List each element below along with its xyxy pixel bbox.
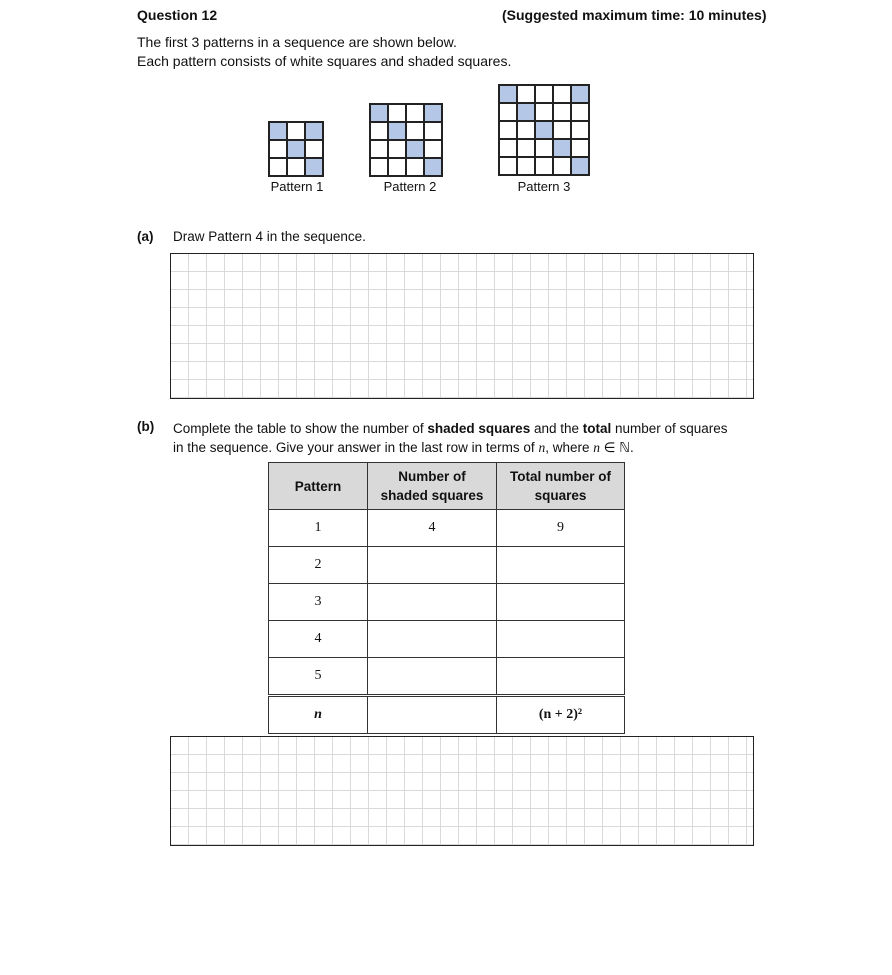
shaded-cell: 4	[368, 510, 497, 547]
white-square	[499, 139, 517, 157]
header-pattern: Pattern	[269, 463, 368, 510]
white-square	[424, 140, 442, 158]
shaded-square	[499, 85, 517, 103]
shaded-square	[571, 85, 589, 103]
part-a-answer-grid[interactable]	[170, 253, 754, 399]
pattern-1-label: Pattern 1	[270, 179, 324, 194]
white-square	[517, 157, 535, 175]
white-square	[535, 157, 553, 175]
white-square	[269, 140, 287, 158]
total-cell: 9	[497, 510, 625, 547]
white-square	[287, 158, 305, 176]
pattern-cell: 3	[269, 584, 368, 621]
shaded-square	[305, 122, 323, 140]
pattern-2-figure	[369, 103, 443, 177]
shaded-square	[424, 158, 442, 176]
white-square	[553, 85, 571, 103]
pattern-cell: 4	[269, 621, 368, 658]
white-square	[571, 139, 589, 157]
total-cell[interactable]	[497, 621, 625, 658]
white-square	[553, 157, 571, 175]
total-cell[interactable]	[497, 547, 625, 584]
white-square	[553, 121, 571, 139]
shaded-square	[406, 140, 424, 158]
table-header-row	[269, 463, 625, 510]
pattern-3-label: Pattern 3	[517, 179, 571, 194]
shaded-square	[269, 122, 287, 140]
table-row	[269, 621, 625, 658]
white-square	[571, 103, 589, 121]
white-square	[406, 104, 424, 122]
sequence-table	[268, 462, 625, 734]
pattern-cell: 2	[269, 547, 368, 584]
shaded-square	[388, 122, 406, 140]
white-square	[269, 158, 287, 176]
white-square	[499, 103, 517, 121]
white-square	[388, 158, 406, 176]
pattern-cell: 1	[269, 510, 368, 547]
white-square	[305, 140, 323, 158]
pattern-cell: 5	[269, 658, 368, 696]
header-total: Total number of squares	[497, 463, 625, 510]
shaded-cell-n[interactable]	[368, 696, 497, 734]
suggested-time: (Suggested maximum time: 10 minutes)	[502, 7, 767, 23]
intro-line-2: Each pattern consists of white squares and shaded squares.	[137, 53, 512, 69]
total-cell-n: (n + 2)²	[497, 696, 625, 734]
white-square	[535, 139, 553, 157]
table-row-general	[269, 696, 625, 734]
table-row	[269, 658, 625, 696]
white-square	[388, 104, 406, 122]
part-a-text: Draw Pattern 4 in the sequence.	[173, 229, 366, 244]
table-row	[269, 510, 625, 547]
part-b-answer-grid[interactable]	[170, 736, 754, 846]
white-square	[499, 121, 517, 139]
white-square	[370, 122, 388, 140]
white-square	[287, 122, 305, 140]
shaded-square	[287, 140, 305, 158]
shaded-square	[571, 157, 589, 175]
white-square	[517, 85, 535, 103]
white-square	[388, 140, 406, 158]
table-row	[269, 584, 625, 621]
white-square	[517, 121, 535, 139]
intro-text	[137, 33, 511, 71]
pattern-1-figure	[268, 121, 324, 177]
shaded-square	[517, 103, 535, 121]
white-square	[517, 139, 535, 157]
total-cell[interactable]	[497, 584, 625, 621]
white-square	[406, 158, 424, 176]
shaded-cell[interactable]	[368, 621, 497, 658]
white-square	[370, 158, 388, 176]
table-row	[269, 547, 625, 584]
total-cell[interactable]	[497, 658, 625, 696]
white-square	[535, 85, 553, 103]
shaded-square	[535, 121, 553, 139]
part-b-label: (b)	[137, 419, 155, 434]
white-square	[499, 157, 517, 175]
part-a-label: (a)	[137, 229, 154, 244]
pattern-cell-n: n	[269, 696, 368, 734]
shaded-square	[370, 104, 388, 122]
shaded-square	[553, 139, 571, 157]
header-shaded: Number of shaded squares	[368, 463, 497, 510]
shaded-square	[424, 104, 442, 122]
pattern-3-figure	[498, 84, 590, 176]
white-square	[535, 103, 553, 121]
shaded-square	[305, 158, 323, 176]
shaded-cell[interactable]	[368, 547, 497, 584]
white-square	[553, 103, 571, 121]
white-square	[370, 140, 388, 158]
shaded-cell[interactable]	[368, 658, 497, 696]
intro-line-1: The first 3 patterns in a sequence are shown below.	[137, 34, 457, 50]
white-square	[424, 122, 442, 140]
white-square	[571, 121, 589, 139]
shaded-cell[interactable]	[368, 584, 497, 621]
part-b-text: Complete the table to show the number of shaded squares and the total number of squares in the sequence. Give your answer in the last row in terms of n, where n ∈ ℕ.	[173, 421, 728, 455]
white-square	[406, 122, 424, 140]
pattern-2-label: Pattern 2	[383, 179, 437, 194]
question-title: Question 12	[137, 7, 218, 23]
